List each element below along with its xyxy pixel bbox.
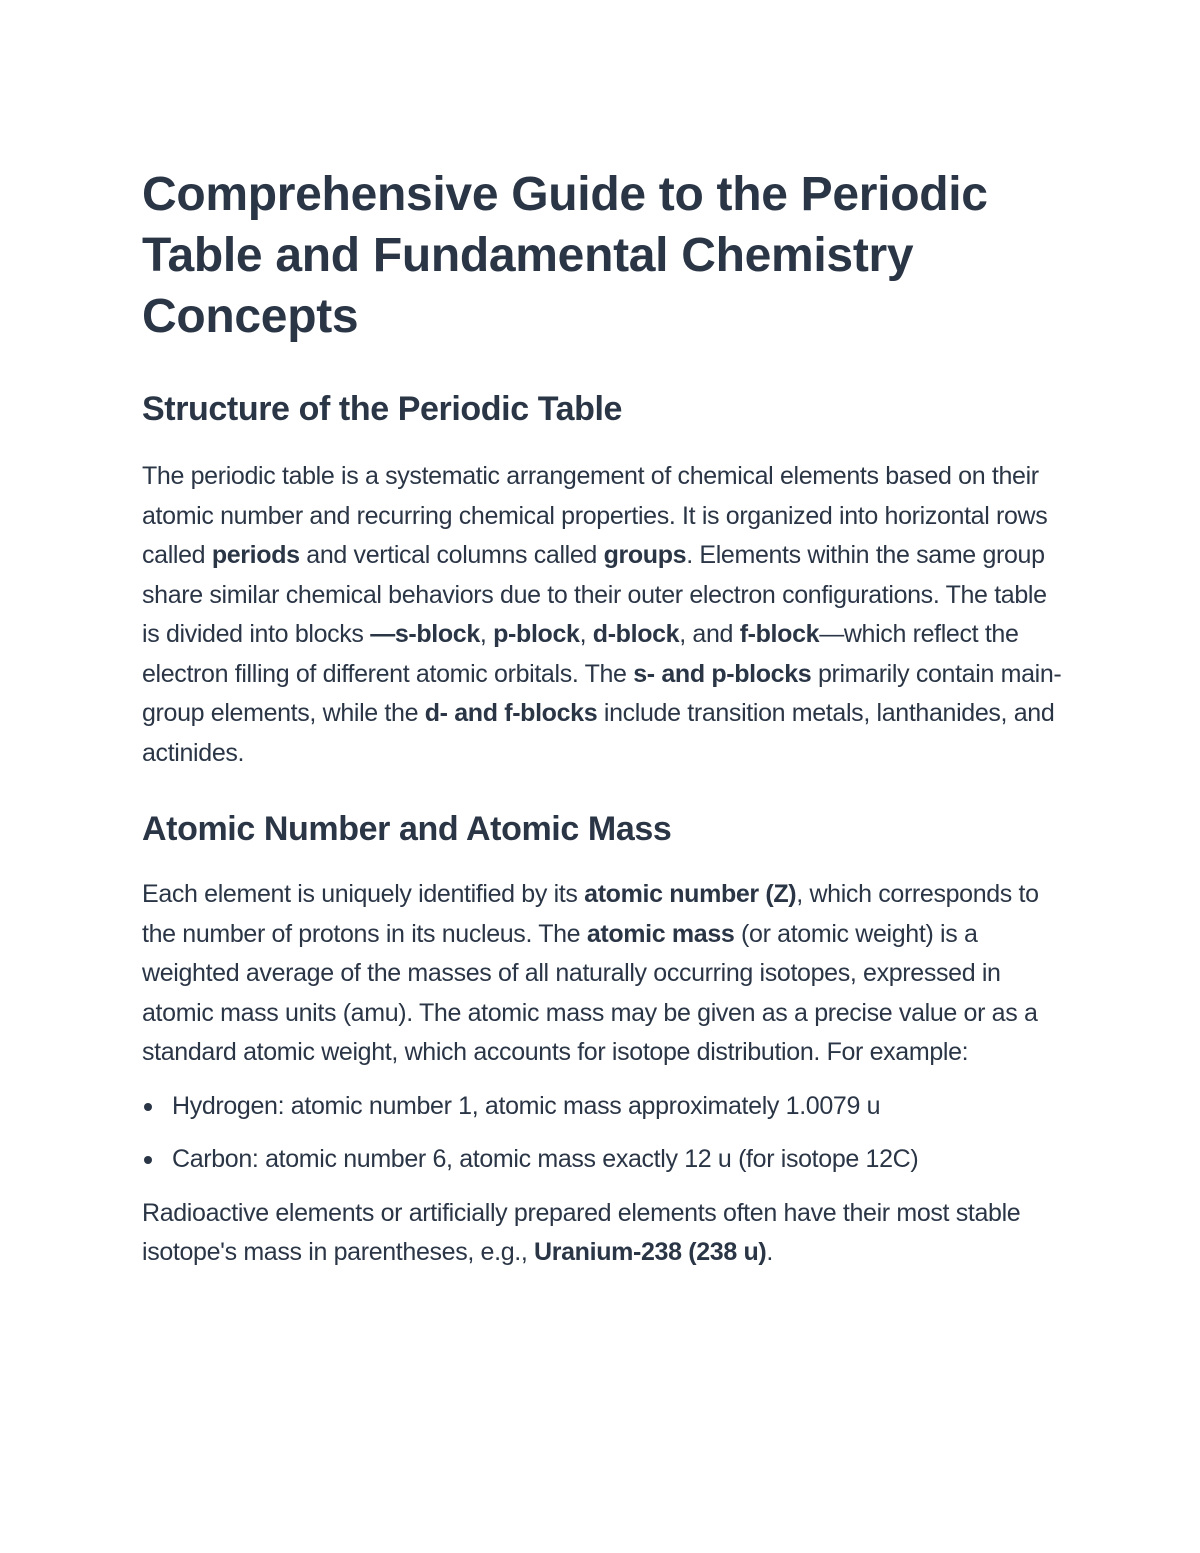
bold-term-groups: groups	[603, 541, 687, 569]
section-heading-atomic: Atomic Number and Atomic Mass	[142, 810, 672, 848]
document-body	[142, 164, 1062, 1273]
list-item	[142, 1140, 1062, 1180]
bold-term-d-and-f-blocks: d- and f-blocks	[424, 699, 598, 727]
bullet-icon	[144, 1156, 152, 1164]
text-run: , which corresponds to the number of protons in its nucleus. The	[142, 880, 1039, 948]
list-item	[142, 1087, 1062, 1127]
bold-term-f-block: f-block	[739, 620, 820, 648]
section-heading-structure: Structure of the Periodic Table	[142, 390, 623, 428]
text-run: ,	[479, 620, 494, 648]
text-run: . Elements within the same group share similar chemical behaviors due to their outer electron configurations. The table is divided into blocks	[142, 541, 1047, 648]
bold-term-atomic-number: atomic number (Z)	[584, 880, 797, 908]
list-item-text: Hydrogen: atomic number 1, atomic mass approximately 1.0079 u	[172, 1091, 881, 1120]
text-run: .	[766, 1238, 773, 1266]
text-run: The periodic table is a systematic arrangement of chemical elements based on their atomic number and recurring chemical properties. It is organized into horizontal rows called	[142, 462, 1048, 569]
radioactive-paragraph	[142, 1194, 1062, 1273]
structure-paragraph	[142, 457, 1062, 773]
bullet-icon	[144, 1103, 152, 1111]
page-title: Comprehensive Guide to the Periodic Table and Fundamental Chemistry Concepts	[142, 168, 988, 343]
bold-term-periods: periods	[211, 541, 300, 569]
text-run: Each element is uniquely identified by its	[142, 880, 585, 908]
text-run: and vertical columns called	[299, 541, 604, 569]
examples-list	[142, 1087, 1062, 1180]
text-run: ,	[579, 620, 593, 648]
atomic-paragraph	[142, 875, 1062, 1073]
text-run: primarily contain main-group elements, while the	[142, 659, 1062, 727]
bold-term-d-block: d-block	[592, 620, 680, 648]
text-run: , and	[679, 620, 740, 648]
text-run: Radioactive elements or artificially prepared elements often have their most stable isotope's mass in parentheses, e.g.,	[142, 1198, 1021, 1266]
bold-term-p-block: p-block	[493, 620, 580, 648]
text-run: —which reflect the electron filling of different atomic orbitals. The	[142, 620, 1019, 688]
text-run: (or atomic weight) is a weighted average of the masses of all naturally occurring isotopes, expressed in atomic mass units (amu). The atomic mass may be given as a precise value or as a standard atomic weight, which accounts for isotope distribution. For example:	[142, 919, 1038, 1066]
bold-term-atomic-mass: atomic mass	[586, 919, 735, 948]
bold-term-s-and-p-blocks: s- and p-blocks	[633, 659, 812, 688]
text-run: include transition metals, lanthanides, and actinides.	[142, 699, 1055, 767]
bold-term-uranium: Uranium-238 (238 u)	[534, 1238, 767, 1266]
list-item-text: Carbon: atomic number 6, atomic mass exactly 12 u (for isotope 12C)	[172, 1145, 919, 1173]
bold-term-s-block: —s-block	[370, 620, 480, 648]
